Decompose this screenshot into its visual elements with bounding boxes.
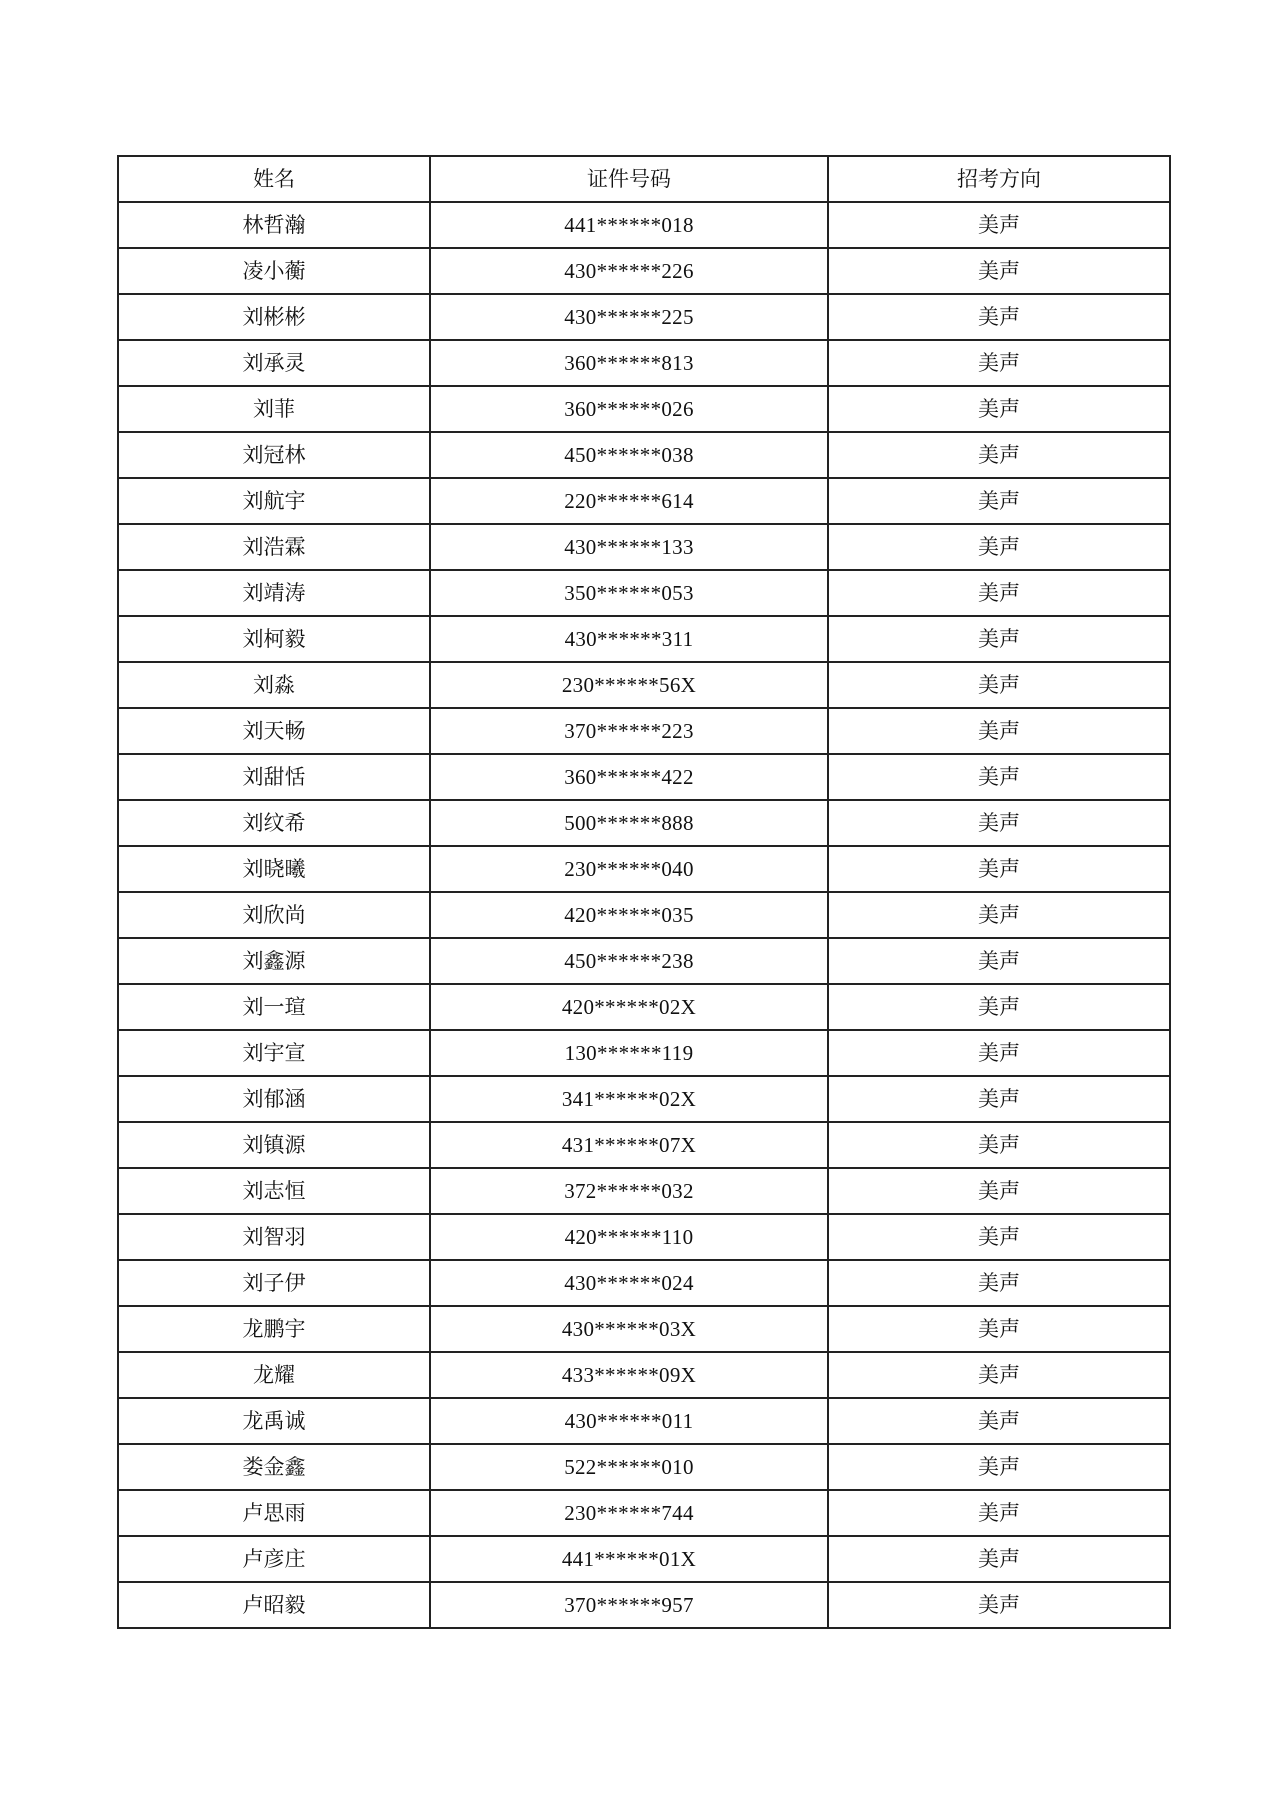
header-name: 姓名 (118, 156, 430, 202)
table-row (118, 202, 1170, 248)
cell-direction: 美声 (828, 386, 1170, 432)
cell-name: 刘子伊 (118, 1260, 430, 1306)
cell-direction: 美声 (828, 1444, 1170, 1490)
cell-direction: 美声 (828, 1582, 1170, 1628)
cell-id-number: 441******018 (430, 202, 828, 248)
table-row (118, 1076, 1170, 1122)
cell-name: 刘郁涵 (118, 1076, 430, 1122)
cell-direction: 美声 (828, 1398, 1170, 1444)
candidate-table (117, 155, 1171, 1629)
cell-direction: 美声 (828, 1260, 1170, 1306)
cell-id-number: 350******053 (430, 570, 828, 616)
cell-id-number: 500******888 (430, 800, 828, 846)
table-row (118, 570, 1170, 616)
table-row (118, 524, 1170, 570)
cell-direction: 美声 (828, 1076, 1170, 1122)
cell-direction: 美声 (828, 662, 1170, 708)
cell-id-number: 433******09X (430, 1352, 828, 1398)
table-row (118, 800, 1170, 846)
cell-name: 刘彬彬 (118, 294, 430, 340)
table-row (118, 340, 1170, 386)
table-row (118, 1168, 1170, 1214)
cell-name: 刘智羽 (118, 1214, 430, 1260)
cell-direction: 美声 (828, 570, 1170, 616)
table-row (118, 754, 1170, 800)
cell-direction: 美声 (828, 800, 1170, 846)
cell-direction: 美声 (828, 432, 1170, 478)
cell-id-number: 370******957 (430, 1582, 828, 1628)
cell-name: 卢思雨 (118, 1490, 430, 1536)
table-row (118, 1260, 1170, 1306)
cell-id-number: 230******040 (430, 846, 828, 892)
cell-name: 刘冠林 (118, 432, 430, 478)
cell-id-number: 230******744 (430, 1490, 828, 1536)
table-row (118, 294, 1170, 340)
cell-direction: 美声 (828, 1536, 1170, 1582)
cell-id-number: 420******02X (430, 984, 828, 1030)
cell-id-number: 522******010 (430, 1444, 828, 1490)
table-row (118, 938, 1170, 984)
table-row (118, 248, 1170, 294)
cell-direction: 美声 (828, 1030, 1170, 1076)
table-row (118, 478, 1170, 524)
cell-name: 刘承灵 (118, 340, 430, 386)
cell-direction: 美声 (828, 892, 1170, 938)
cell-name: 刘晓曦 (118, 846, 430, 892)
table-row (118, 1306, 1170, 1352)
table-header (118, 156, 1170, 202)
table-row (118, 1490, 1170, 1536)
cell-name: 凌小蘅 (118, 248, 430, 294)
header-row (118, 156, 1170, 202)
cell-id-number: 450******038 (430, 432, 828, 478)
cell-direction: 美声 (828, 1490, 1170, 1536)
cell-id-number: 430******011 (430, 1398, 828, 1444)
cell-direction: 美声 (828, 478, 1170, 524)
cell-name: 刘甜恬 (118, 754, 430, 800)
cell-name: 刘柯毅 (118, 616, 430, 662)
table-row (118, 386, 1170, 432)
header-direction: 招考方向 (828, 156, 1170, 202)
cell-name: 刘一瑄 (118, 984, 430, 1030)
cell-id-number: 360******813 (430, 340, 828, 386)
table-row (118, 1444, 1170, 1490)
cell-id-number: 360******422 (430, 754, 828, 800)
cell-id-number: 430******03X (430, 1306, 828, 1352)
cell-id-number: 420******035 (430, 892, 828, 938)
cell-id-number: 420******110 (430, 1214, 828, 1260)
cell-name: 刘淼 (118, 662, 430, 708)
table-row (118, 1398, 1170, 1444)
cell-name: 龙耀 (118, 1352, 430, 1398)
table-row (118, 1122, 1170, 1168)
cell-id-number: 370******223 (430, 708, 828, 754)
cell-id-number: 230******56X (430, 662, 828, 708)
cell-direction: 美声 (828, 938, 1170, 984)
cell-id-number: 450******238 (430, 938, 828, 984)
table-row (118, 616, 1170, 662)
table-row (118, 662, 1170, 708)
cell-name: 刘靖涛 (118, 570, 430, 616)
cell-direction: 美声 (828, 1214, 1170, 1260)
cell-name: 龙鹏宇 (118, 1306, 430, 1352)
cell-name: 卢昭毅 (118, 1582, 430, 1628)
cell-name: 刘镇源 (118, 1122, 430, 1168)
cell-id-number: 430******024 (430, 1260, 828, 1306)
cell-name: 刘鑫源 (118, 938, 430, 984)
cell-id-number: 430******226 (430, 248, 828, 294)
table-row (118, 1536, 1170, 1582)
cell-id-number: 341******02X (430, 1076, 828, 1122)
cell-direction: 美声 (828, 754, 1170, 800)
cell-id-number: 220******614 (430, 478, 828, 524)
table-row (118, 1030, 1170, 1076)
header-id-number: 证件号码 (430, 156, 828, 202)
table-row (118, 1352, 1170, 1398)
cell-direction: 美声 (828, 294, 1170, 340)
cell-direction: 美声 (828, 248, 1170, 294)
cell-name: 刘纹希 (118, 800, 430, 846)
cell-id-number: 430******225 (430, 294, 828, 340)
table-row (118, 708, 1170, 754)
table-row (118, 432, 1170, 478)
cell-name: 娄金鑫 (118, 1444, 430, 1490)
table-row (118, 984, 1170, 1030)
cell-name: 刘航宇 (118, 478, 430, 524)
cell-id-number: 360******026 (430, 386, 828, 432)
cell-direction: 美声 (828, 1306, 1170, 1352)
cell-name: 刘菲 (118, 386, 430, 432)
cell-name: 龙禹诚 (118, 1398, 430, 1444)
cell-direction: 美声 (828, 984, 1170, 1030)
cell-name: 刘欣尚 (118, 892, 430, 938)
cell-name: 刘宇宣 (118, 1030, 430, 1076)
cell-direction: 美声 (828, 846, 1170, 892)
cell-name: 刘浩霖 (118, 524, 430, 570)
cell-direction: 美声 (828, 1168, 1170, 1214)
cell-id-number: 372******032 (430, 1168, 828, 1214)
table-row (118, 1214, 1170, 1260)
cell-id-number: 431******07X (430, 1122, 828, 1168)
table-body (118, 202, 1170, 1628)
cell-direction: 美声 (828, 1122, 1170, 1168)
cell-id-number: 441******01X (430, 1536, 828, 1582)
cell-name: 卢彦庄 (118, 1536, 430, 1582)
cell-direction: 美声 (828, 202, 1170, 248)
table-row (118, 846, 1170, 892)
cell-id-number: 430******311 (430, 616, 828, 662)
table-row (118, 892, 1170, 938)
document-page (117, 155, 1169, 1629)
cell-direction: 美声 (828, 1352, 1170, 1398)
cell-direction: 美声 (828, 524, 1170, 570)
cell-name: 刘志恒 (118, 1168, 430, 1214)
cell-id-number: 130******119 (430, 1030, 828, 1076)
cell-id-number: 430******133 (430, 524, 828, 570)
cell-name: 林哲瀚 (118, 202, 430, 248)
cell-direction: 美声 (828, 708, 1170, 754)
cell-name: 刘天畅 (118, 708, 430, 754)
cell-direction: 美声 (828, 616, 1170, 662)
table-row (118, 1582, 1170, 1628)
cell-direction: 美声 (828, 340, 1170, 386)
